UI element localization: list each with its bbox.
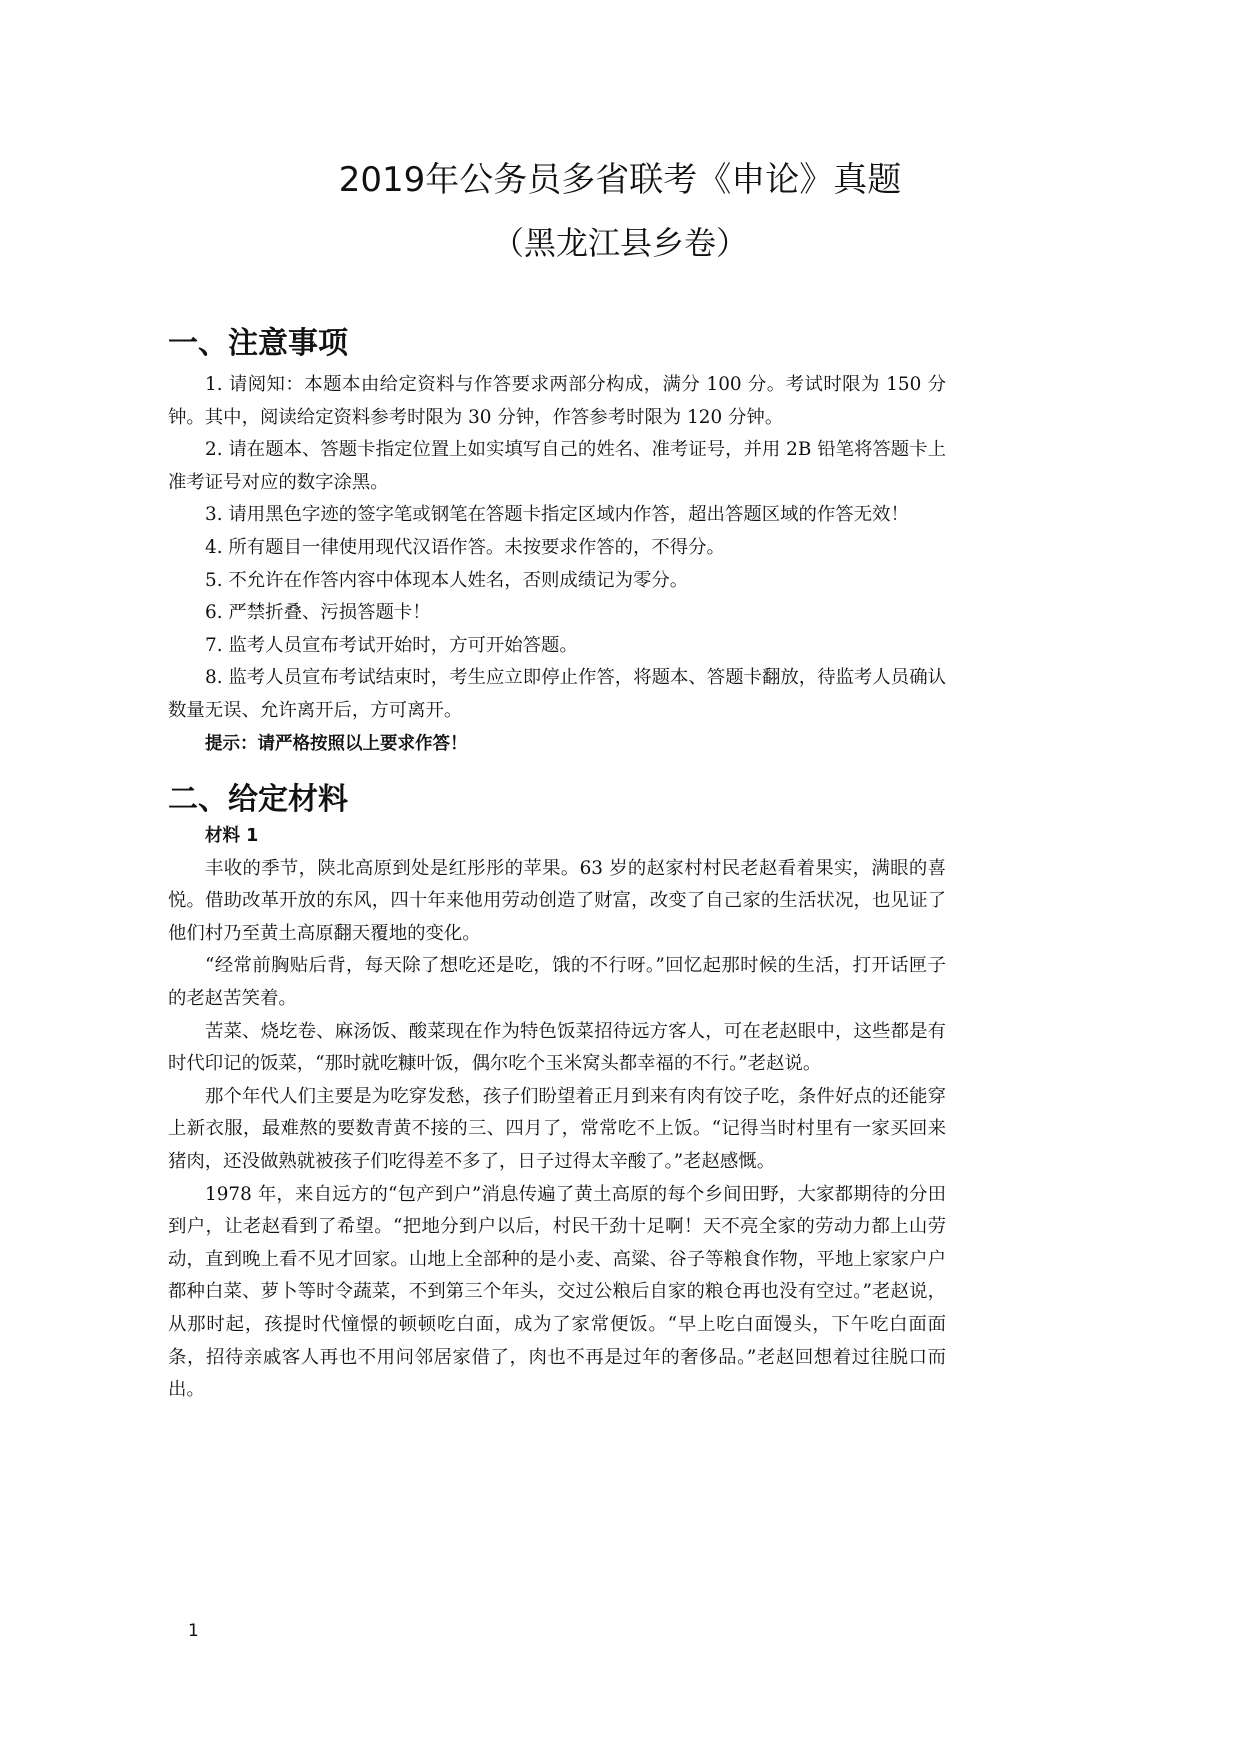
section-heading-notices: 一、注意事项 xyxy=(168,326,348,361)
material-label: 材料 1 xyxy=(205,826,259,846)
material-paragraph: 那个年代人们主要是为吃穿发愁，孩子们盼望着正月到来有肉有饺子吃，条件好点的还能穿上新衣服，最难熬的要数青黄不接的三、四月了，常常吃不上饭。“记得当时村里有一家买回来猪肉，还没做熟就被孩子们吃得差不多了，日子过得太辛酸了。”老赵感慨。 xyxy=(168,1085,946,1172)
notice-tip: 提示：请严格按照以上要求作答！ xyxy=(205,733,468,754)
notice-item-5: 5. 不允许在作答内容中体现本人姓名，否则成绩记为零分。 xyxy=(205,569,689,591)
notice-item-7: 7. 监考人员宣布考试开始时，方可开始答题。 xyxy=(205,634,578,656)
section-heading-materials: 二、给定材料 xyxy=(168,782,348,817)
document-title: 2019年公务员多省联考《申论》真题 xyxy=(338,160,902,200)
material-paragraph: 1978 年，来自远方的“包产到户”消息传遍了黄土高原的每个乡间田野，大家都期待的分田到户，让老赵看到了希望。“把地分到户以后，村民干劲十足啊！天不亮全家的劳动力都上山劳动，直到晚上看不见才回家。山地上全部种的是小麦、高粱、谷子等粮食作物，平地上家家户户都种白菜、萝卜等时令蔬菜，不到第三个年头，交过公粮后自家的粮仓再也没有空过。”老赵说，从那时起，孩提时代憧憬的顿顿吃白面，成为了家常便饭。“早上吃白面馒头，下午吃白面面条，招待亲戚客人再也不用问邻居家借了，肉也不再是过年的奢侈品。”老赵回想着过往脱口而出。 xyxy=(168,1183,946,1401)
notice-item-4: 4. 所有题目一律使用现代汉语作答。未按要求作答的，不得分。 xyxy=(205,536,725,558)
notice-item-1: 1. 请阅知：本题本由给定资料与作答要求两部分构成，满分 100 分。考试时限为 150 分钟。其中，阅读给定资料参考时限为 30 分钟，作答参考时限为 120 分钟。 xyxy=(168,374,946,428)
notice-item-2: 2. 请在题本、答题卡指定位置上如实填写自己的姓名、准考证号，并用 2B 铅笔将答题卡上准考证号对应的数字涂黑。 xyxy=(168,439,946,493)
page-number: 1 xyxy=(188,1621,199,1641)
document-subtitle: （黑龙江县乡卷） xyxy=(491,224,748,262)
notice-item-6: 6. 严禁折叠、污损答题卡！ xyxy=(205,602,431,624)
notice-item-8: 8. 监考人员宣布考试结束时，考生应立即停止作答，将题本、答题卡翻放，待监考人员确认数量无误、允许离开后，方可离开。 xyxy=(168,667,946,721)
material-paragraph: 丰收的季节，陕北高原到处是红彤彤的苹果。63 岁的赵家村村民老赵看着果实，满眼的喜悦。借助改革开放的东风，四十年来他用劳动创造了财富，改变了自己家的生活状况，也见证了他们村乃至黄土高原翻天覆地的变化。 xyxy=(168,857,946,944)
notice-item-3: 3. 请用黑色字迹的签字笔或钢笔在答题卡指定区域内作答，超出答题区域的作答无效！ xyxy=(205,504,909,526)
material-paragraph: “经常前胸贴后背，每天除了想吃还是吃，饿的不行呀。”回忆起那时候的生活，打开话匣子的老赵苦笑着。 xyxy=(168,955,946,1009)
material-paragraph: 苦菜、烧圪卷、麻汤饭、酸菜现在作为特色饭菜招待远方客人，可在老赵眼中，这些都是有时代印记的饭菜，“那时就吃糠叶饭，偶尔吃个玉米窝头都幸福的不行。”老赵说。 xyxy=(168,1020,946,1075)
material-1 xyxy=(168,820,946,1407)
notices-list xyxy=(168,369,946,760)
